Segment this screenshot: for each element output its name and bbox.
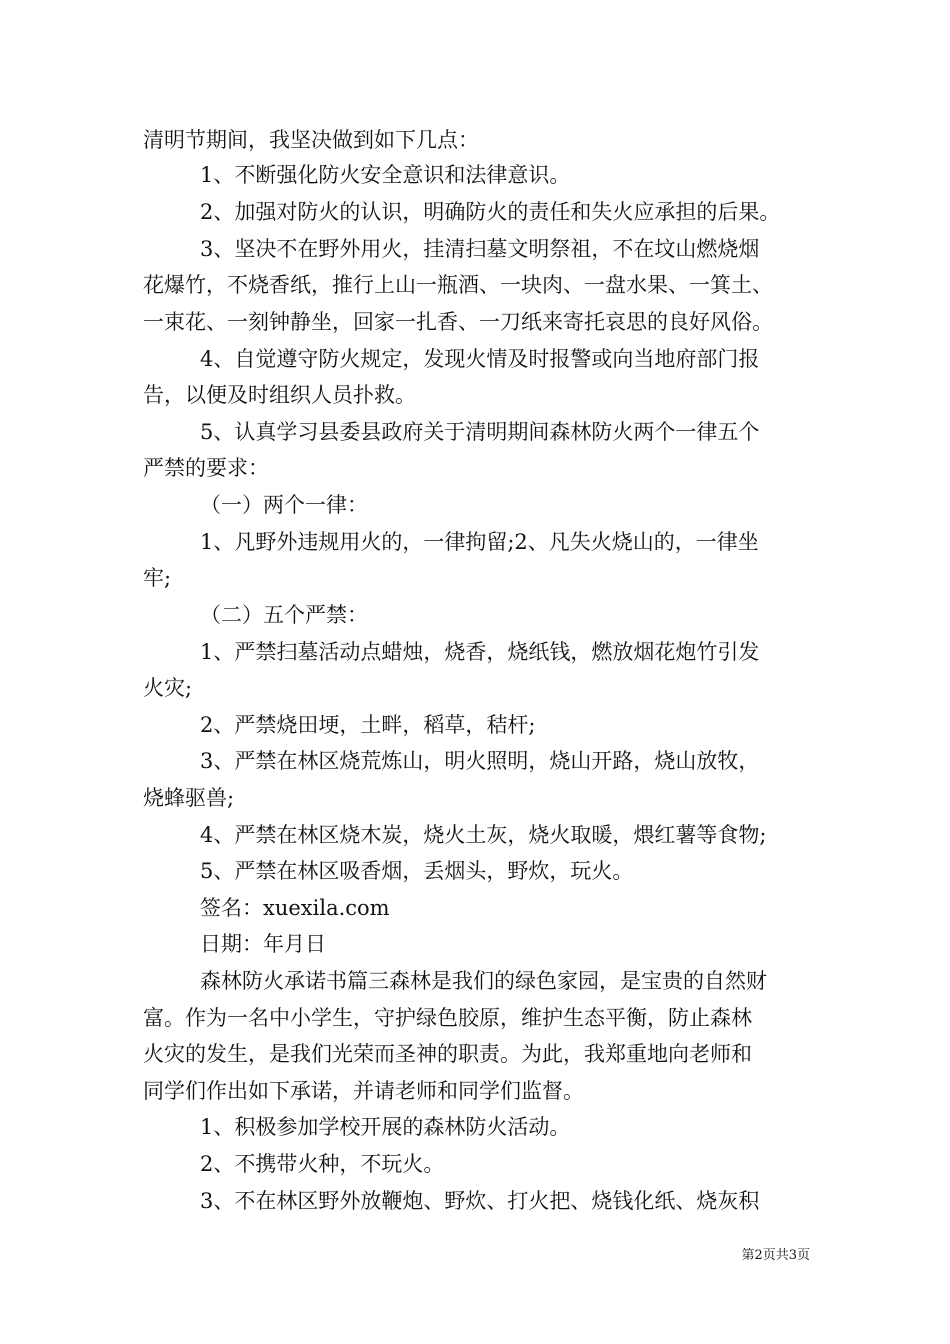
section-heading: （二）五个严禁：	[200, 603, 368, 627]
page-number: 第2页共3页	[741, 1248, 810, 1263]
text-line: 4、自觉遵守防火规定，发现火情及时报警或向当地府部门报	[200, 347, 760, 371]
text-line: 1、不断强化防火安全意识和法律意识。	[200, 163, 571, 187]
text-line: 火灾的发生，是我们光荣而圣神的职责。为此，我郑重地向老师和	[143, 1042, 752, 1066]
text-line: 花爆竹，不烧香纸，推行上山一瓶酒、一块肉、一盘水果、一箕土、	[143, 273, 773, 297]
text-line: 告，以便及时组织人员扑救。	[143, 383, 416, 407]
signature-line: 签名：xuexila.com	[200, 896, 390, 920]
text-line: 3、严禁在林区烧荒炼山，明火照明，烧山开路，烧山放牧，	[200, 749, 760, 773]
text-line: 1、严禁扫墓活动点蜡烛，烧香，烧纸钱，燃放烟花炮竹引发	[200, 640, 760, 664]
text-line: 富。作为一名中小学生，守护绿色胶原，维护生态平衡，防止森林	[143, 1006, 752, 1030]
text-line: 烧蜂驱兽;	[143, 786, 235, 810]
date-line: 日期：年月日	[200, 932, 326, 956]
text-line: 1、积极参加学校开展的森林防火活动。	[200, 1115, 571, 1139]
text-line: 森林防火承诺书篇三森林是我们的绿色家园，是宝贵的自然财	[200, 969, 767, 993]
text-line: 清明节期间，我坚决做到如下几点：	[143, 128, 479, 152]
text-line: 5、严禁在林区吸香烟，丢烟头，野炊，玩火。	[200, 859, 634, 883]
text-line: 火灾;	[143, 676, 193, 700]
text-line: 2、严禁烧田埂，土畔，稻草，秸杆;	[200, 713, 536, 737]
text-line: 3、不在林区野外放鞭炮、野炊、打火把、烧钱化纸、烧灰积	[200, 1189, 760, 1213]
text-line: 1、凡野外违规用火的，一律拘留;2、凡失火烧山的，一律坐	[200, 530, 759, 554]
text-line: 4、严禁在林区烧木炭，烧火土灰，烧火取暖，煨红薯等食物;	[200, 823, 767, 847]
text-line: 2、加强对防火的认识，明确防火的责任和失火应承担的后果。	[200, 200, 781, 224]
text-line: 2、不携带火种，不玩火。	[200, 1152, 445, 1176]
text-line: 5、认真学习县委县政府关于清明期间森林防火两个一律五个	[200, 420, 760, 444]
text-line: 同学们作出如下承诺，并请老师和同学们监督。	[143, 1079, 584, 1103]
text-line: 一束花、一刻钟静坐，回家一扎香、一刀纸来寄托哀思的良好风俗。	[143, 310, 773, 334]
text-line: 牢;	[143, 566, 172, 590]
section-heading: （一）两个一律：	[200, 493, 368, 517]
text-line: 3、坚决不在野外用火，挂清扫墓文明祭祖，不在坟山燃烧烟	[200, 237, 760, 261]
text-line: 严禁的要求：	[143, 456, 269, 480]
